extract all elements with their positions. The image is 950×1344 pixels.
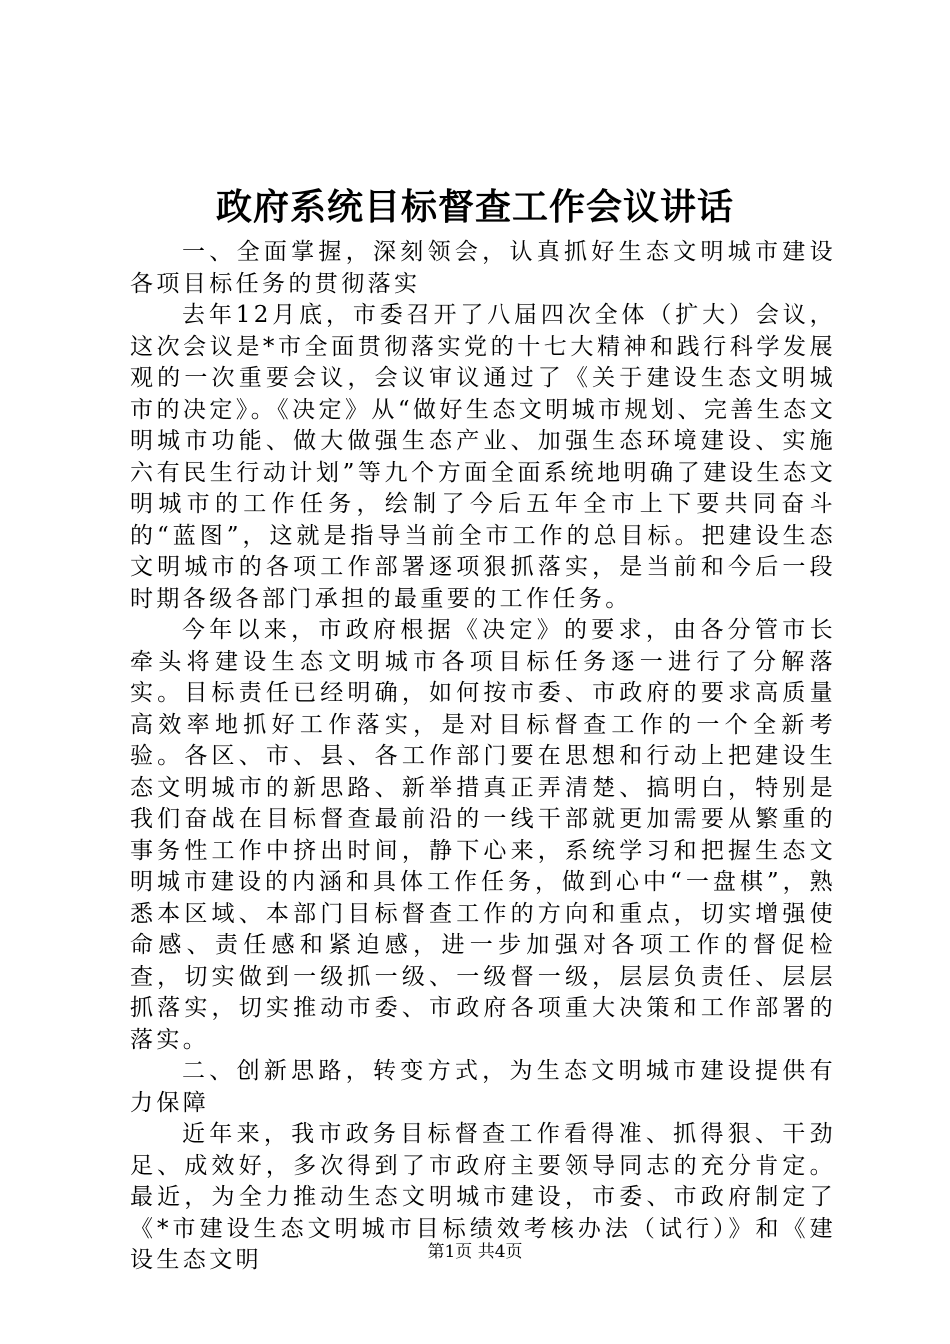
paragraph: 一、全面掌握，深刻领会，认真抓好生态文明城市建设各项目标任务的贯彻落实 xyxy=(130,239,836,297)
document-title: 政府系统目标督查工作会议讲话 xyxy=(215,186,734,228)
document-body xyxy=(130,237,836,1277)
paragraph: 今年以来，市政府根据《决定》的要求，由各分管市长牵头将建设生态文明城市各项目标任务逐一进行了分解落实。目标责任已经明确，如何按市委、市政府的要求高质量高效率地抓好工作落实，是对目标督查工作的一个全新考验。各区、市、县、各工作部门要在思想和行动上把建设生态文明城市的新思路、新举措真正弄清楚、搞明白，特别是我们奋战在目标督查最前沿的一线干部就更加需要从繁重的事务性工作中挤出时间，静下心来，系统学习和把握生态文明城市建设的内涵和具体工作任务，做到心中“一盘棋”，熟悉本区域、本部门目标督查工作的方向和重点，切实增强使命感、责任感和紧迫感，进一步加强对各项工作的督促检查，切实做到一级抓一级、一级督一级，层层负责任、层层抓落实，切实推动市委、市政府各项重大决策和工作部署的落实。 xyxy=(130,617,836,1053)
paragraph: 二、创新思路，转变方式，为生态文明城市建设提供有力保障 xyxy=(130,1058,836,1116)
paragraph: 去年12月底，市委召开了八届四次全体（扩大）会议，这次会议是*市全面贯彻落实党的十七大精神和践行科学发展观的一次重要会议，会议审议通过了《关于建设生态文明城市的决定》。《决定》从“做好生态文明城市规划、完善生态文明城市功能、做大做强生态产业、加强生态环境建设、实施六有民生行动计划”等九个方面全面系统地明确了建设生态文明城市的工作任务，绘制了今后五年全市上下要共同奋斗的“蓝图”，这就是指导当前全市工作的总目标。把建设生态文明城市的各项工作部署逐项狠抓落实，是当前和今后一段时期各级各部门承担的最重要的工作任务。 xyxy=(130,302,836,612)
page-footer: 第1页 共4页 xyxy=(427,1242,523,1262)
paragraph: 近年来，我市政务目标督查工作看得准、抓得狠、干劲足、成效好，多次得到了市政府主要领导同志的充分肯定。最近，为全力推动生态文明城市建设，市委、市政府制定了《*市建设生态文明城市目标绩效考核办法（试行）》和《建设生态文明 xyxy=(130,1121,836,1273)
